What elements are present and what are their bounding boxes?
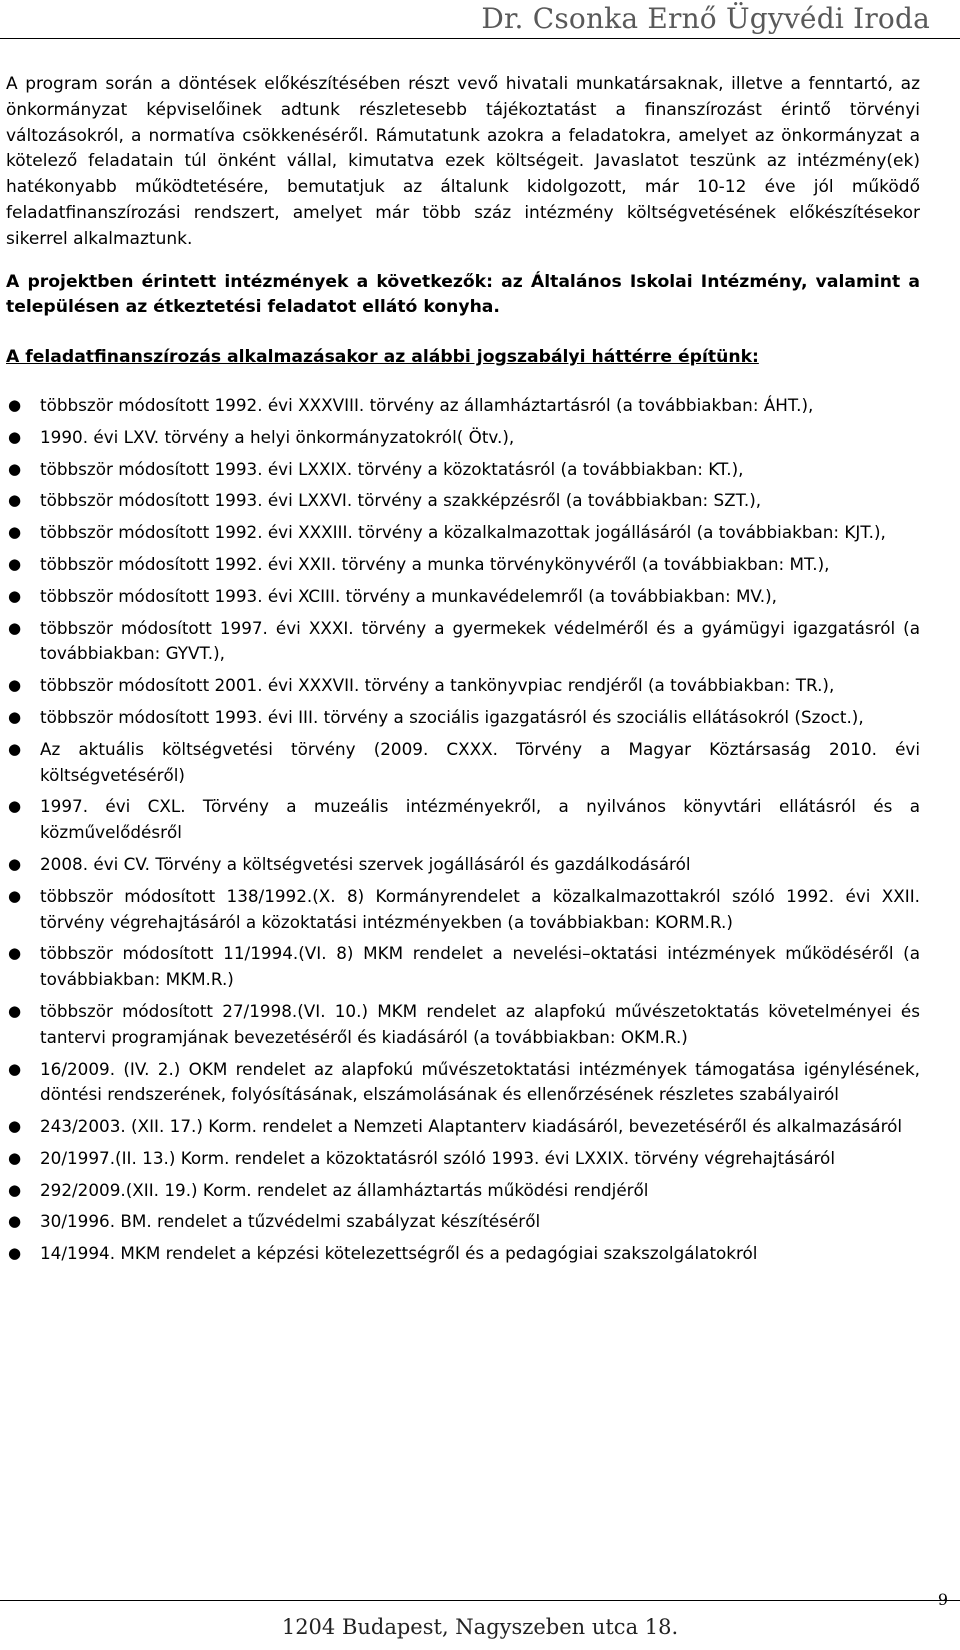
bullet-icon: ● xyxy=(8,427,22,446)
list-item-text: 1997. évi CXL. Törvény a muzeális intézményekről, a nyilvános könyvtári ellátásról és a közművelődésről xyxy=(40,796,920,843)
bullet-icon: ● xyxy=(8,618,22,637)
document-body xyxy=(6,72,920,1273)
page-number: 9 xyxy=(937,1590,948,1609)
list-item xyxy=(6,1057,920,1109)
bullet-icon: ● xyxy=(8,491,22,510)
list-item xyxy=(6,941,920,993)
list-item xyxy=(6,1146,920,1172)
legal-background-heading: A feladatfinanszírozás alkalmazásakor az alábbi jogszabályi háttérre építünk: xyxy=(6,347,759,368)
list-item-text: 30/1996. BM. rendelet a tűzvédelmi szabályzat készítéséről xyxy=(40,1211,541,1232)
list-item xyxy=(6,457,920,483)
bullet-icon: ● xyxy=(8,1180,22,1199)
list-item xyxy=(6,488,920,514)
footer-address: 1204 Budapest, Nagyszeben utca 18. xyxy=(281,1615,679,1639)
list-item-text: 16/2009. (IV. 2.) OKM rendelet az alapfokú művészetoktatási intézmények támogatása igénylésének, döntési rendszerének, folyósításának, elszámolásának és ellenőrzésének részletes szabályairól xyxy=(40,1058,920,1105)
list-item-text: többször módosított 1992. évi XXXIII. törvény a közalkalmazottak jogállásáról (a továbbiakban: KJT.), xyxy=(40,522,886,543)
bullet-icon: ● xyxy=(8,1059,22,1078)
bullet-icon: ● xyxy=(8,1244,22,1263)
list-item-text: többször módosított 138/1992.(X. 8) Kormányrendelet a közalkalmazottakról szóló 1992. évi XXII. törvény végrehajtásáról a közoktatási intézményekben (a továbbiakban: KORM.R.) xyxy=(40,885,920,932)
list-item xyxy=(6,584,920,610)
list-item xyxy=(6,737,920,789)
list-item xyxy=(6,520,920,546)
intro-paragraph: A program során a döntések előkészítésében részt vevő hivatali munkatársaknak, illetve a fenntartó, az önkormányzat képviselőinek adtunk részletesebb tájékoztatást a finanszírozást érintő törvényi változásokról, a normatíva csökkenéséről. Rámutatunk azokra a feladatokra, amelyet az önkormányzat a kötelező feladatain túl önként vállal, kimutatva ezek költségeit. Javaslatot teszünk az intézmény(ek) hatékonyabb működtetésére, bemutatjuk az általunk kidolgozott, már 10-12 éve jól működő feladatfinanszírozási rendszert, amelyet már több száz intézmény költségvetésének előkészítésekor sikerrel alkalmaztunk. xyxy=(6,74,920,249)
bullet-icon: ● xyxy=(8,944,22,963)
list-item-text: többször módosított 1992. évi XXII. törvény a munka törvénykönyvéről (a továbbiakban: MT.), xyxy=(40,553,830,574)
list-item xyxy=(6,673,920,699)
list-item-text: 14/1994. MKM rendelet a képzési kötelezettségről és a pedagógiai szakszolgálatokról xyxy=(40,1243,758,1264)
list-item-text: többször módosított 27/1998.(VI. 10.) MKM rendelet az alapfokú művészetoktatás követelményei és tantervi programjának bevezetéséről és kiadásáról (a továbbiakban: OKM.R.) xyxy=(40,1000,920,1047)
list-item-text: többször módosított 1993. évi LXXVI. törvény a szakképzésről (a továbbiakban: SZT.), xyxy=(40,490,762,511)
list-item xyxy=(6,1114,920,1140)
list-item xyxy=(6,1178,920,1204)
list-item-text: 243/2003. (XII. 17.) Korm. rendelet a Nemzeti Alaptanterv kiadásáról, bevezetéséről és alkalmazásáról xyxy=(40,1116,903,1137)
list-item xyxy=(6,884,920,936)
header-title: Dr. Csonka Ernő Ügyvédi Iroda xyxy=(481,2,930,35)
institutions-paragraph: A projektben érintett intézmények a következők: az Általános Iskolai Intézmény, valamint a településen az étkeztetési feladatot ellátó konyha. xyxy=(6,271,920,318)
bullet-icon: ● xyxy=(8,797,22,816)
bullet-icon: ● xyxy=(8,886,22,905)
list-item-text: 1990. évi LXV. törvény a helyi önkormányzatokról( Ötv.), xyxy=(40,426,515,447)
legal-list xyxy=(6,393,920,1267)
bullet-icon: ● xyxy=(8,586,22,605)
list-item xyxy=(6,1209,920,1235)
list-item-text: Az aktuális költségvetési törvény (2009. CXXX. Törvény a Magyar Köztársaság 2010. évi költségvetéséről) xyxy=(40,738,920,785)
list-item xyxy=(6,425,920,451)
list-item-text: 2008. évi CV. Törvény a költségvetési szervek jogállásáról és gazdálkodásáról xyxy=(40,853,691,874)
bullet-icon: ● xyxy=(8,395,22,414)
list-item-text: többször módosított 1993. évi III. törvény a szociális igazgatásról és szociális ellátásokról (Szoct.), xyxy=(40,706,864,727)
list-item-text: többször módosított 1993. évi LXXIX. törvény a közoktatásról (a továbbiakban: KT.), xyxy=(40,458,744,479)
bullet-icon: ● xyxy=(8,459,22,478)
bullet-icon: ● xyxy=(8,1001,22,1020)
bullet-icon: ● xyxy=(8,676,22,695)
list-item xyxy=(6,794,920,846)
list-item-text: többször módosított 1997. évi XXXI. törvény a gyermekek védelméről és a gyámügyi igazgatásról (a továbbiakban: GYVT.), xyxy=(40,617,920,664)
bullet-icon: ● xyxy=(8,707,22,726)
list-item xyxy=(6,552,920,578)
list-item-text: 292/2009.(XII. 19.) Korm. rendelet az államháztartás működési rendjéről xyxy=(40,1179,649,1200)
list-item xyxy=(6,705,920,731)
list-item-text: többször módosított 11/1994.(VI. 8) MKM rendelet a nevelési–oktatási intézmények működéséről (a továbbiakban: MKM.R.) xyxy=(40,943,920,990)
header-divider xyxy=(0,38,960,39)
bullet-icon: ● xyxy=(8,523,22,542)
bullet-icon: ● xyxy=(8,1148,22,1167)
bullet-icon: ● xyxy=(8,1212,22,1231)
list-item-text: többször módosított 1992. évi XXXVIII. törvény az államháztartásról (a továbbiakban: ÁHT.), xyxy=(40,394,814,415)
footer-divider xyxy=(0,1600,960,1601)
list-item xyxy=(6,852,920,878)
bullet-icon: ● xyxy=(8,1117,22,1136)
list-item xyxy=(6,393,920,419)
bullet-icon: ● xyxy=(8,739,22,758)
bullet-icon: ● xyxy=(8,554,22,573)
list-item-text: 20/1997.(II. 13.) Korm. rendelet a közoktatásról szóló 1993. évi LXXIX. törvény végrehajtásáról xyxy=(40,1147,835,1168)
list-item xyxy=(6,999,920,1051)
bullet-icon: ● xyxy=(8,854,22,873)
list-item xyxy=(6,616,920,668)
list-item-text: többször módosított 1993. évi XCIII. törvény a munkavédelemről (a továbbiakban: MV.), xyxy=(40,585,777,606)
list-item-text: többször módosított 2001. évi XXXVII. törvény a tankönyvpiac rendjéről (a továbbiakban: TR.), xyxy=(40,675,835,696)
list-item xyxy=(6,1241,920,1267)
